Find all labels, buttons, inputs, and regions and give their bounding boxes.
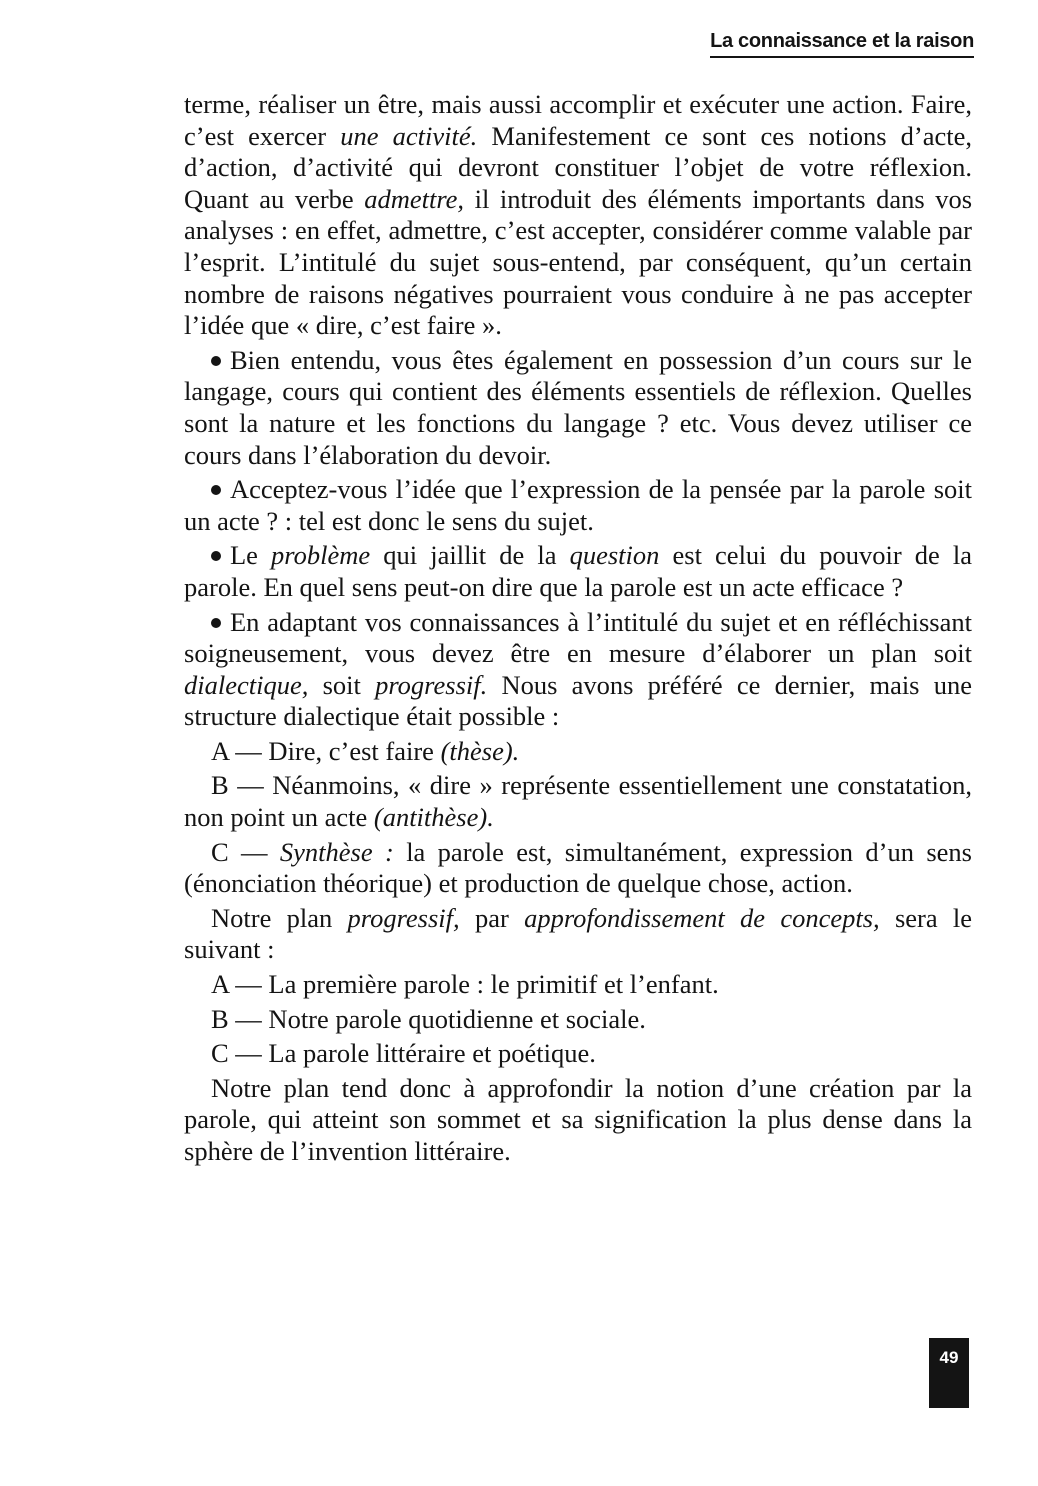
bullet-paragraph-meaning: Acceptez-vous l’idée que l’expression de la pensée par la parole soit un acte ? : tel est donc le sens du sujet. — [184, 474, 972, 536]
running-title: La connaissance et la raison — [710, 30, 974, 58]
progressive-plan-item-b: B — Notre parole quotidienne et sociale. — [211, 1003, 646, 1034]
bullet-paragraph-problem: Le problème qui jaillit de la question est celui du pouvoir de la parole. En quel sens peut-on dire que la parole est un acte efficace ? — [184, 540, 973, 602]
bullet-icon — [211, 485, 221, 495]
conclusion-paragraph: Notre plan tend donc à approfondir la notion d’une création par la parole, qui atteint son sommet et sa signification la plus dense dans la sphère de l’invention littéraire. — [184, 1072, 972, 1166]
progressive-plan-intro: Notre plan progressif, par approfondissement de concepts, sera le suivant : — [184, 902, 973, 965]
bullet-paragraph-plan: En adaptant vos connaissances à l’intitulé du sujet et en réfléchissant soigneusement, vous devez être en mesure d’élaborer un plan soit dialectique, soit progressif. Nous avons préféré ce dernier, mais une structure dialectique était possible : — [184, 606, 972, 732]
bullet-paragraph-course: Bien entendu, vous êtes également en possession d’un cours sur le langage, cours qui contient des éléments essentiels de réflexion. Quelles sont la nature et les fonctions du langage ? etc. Vous devez utiliser ce cours dans l’élaboration du devoir. — [184, 344, 972, 470]
dialectic-plan-item-c: C — Synthèse : la parole est, simultanément, expression d’un sens (énonciation théorique) et production de quelque chose, action. — [184, 836, 972, 899]
progressive-plan-item-a: A — La première parole : le primitif et l’enfant. — [211, 969, 719, 1000]
dialectic-plan-item-b: B — Néanmoins, « dire » représente essentiellement une constatation, non point un acte (antithèse). — [184, 770, 972, 833]
bullet-icon — [211, 618, 221, 628]
paragraph-activity: terme, réaliser un être, mais aussi accomplir et exécuter une action. Faire, c’est exercer une activité. Manifestement ce sont ces notions d’acte, d’action, d’activité qui devront constituer l’objet de votre réflexion. Quant au verbe admettre, il introduit des éléments importants dans vos analyses : en effet, admettre, c’est accepter, considérer comme valable par l’esprit. L’intitulé du sujet sous-entend, par conséquent, qu’un certain nombre de raisons négatives pourraient vous conduire à ne pas accepter l’idée que « dire, c’est faire ». — [184, 89, 973, 341]
dialectic-plan-item-a: A — Dire, c’est faire (thèse). — [211, 735, 520, 766]
page-number: 49 — [929, 1338, 969, 1408]
main-text — [184, 89, 972, 1168]
progressive-plan-item-c: C — La parole littéraire et poétique. — [211, 1038, 596, 1069]
bullet-icon — [211, 356, 221, 366]
bullet-icon — [211, 551, 221, 561]
